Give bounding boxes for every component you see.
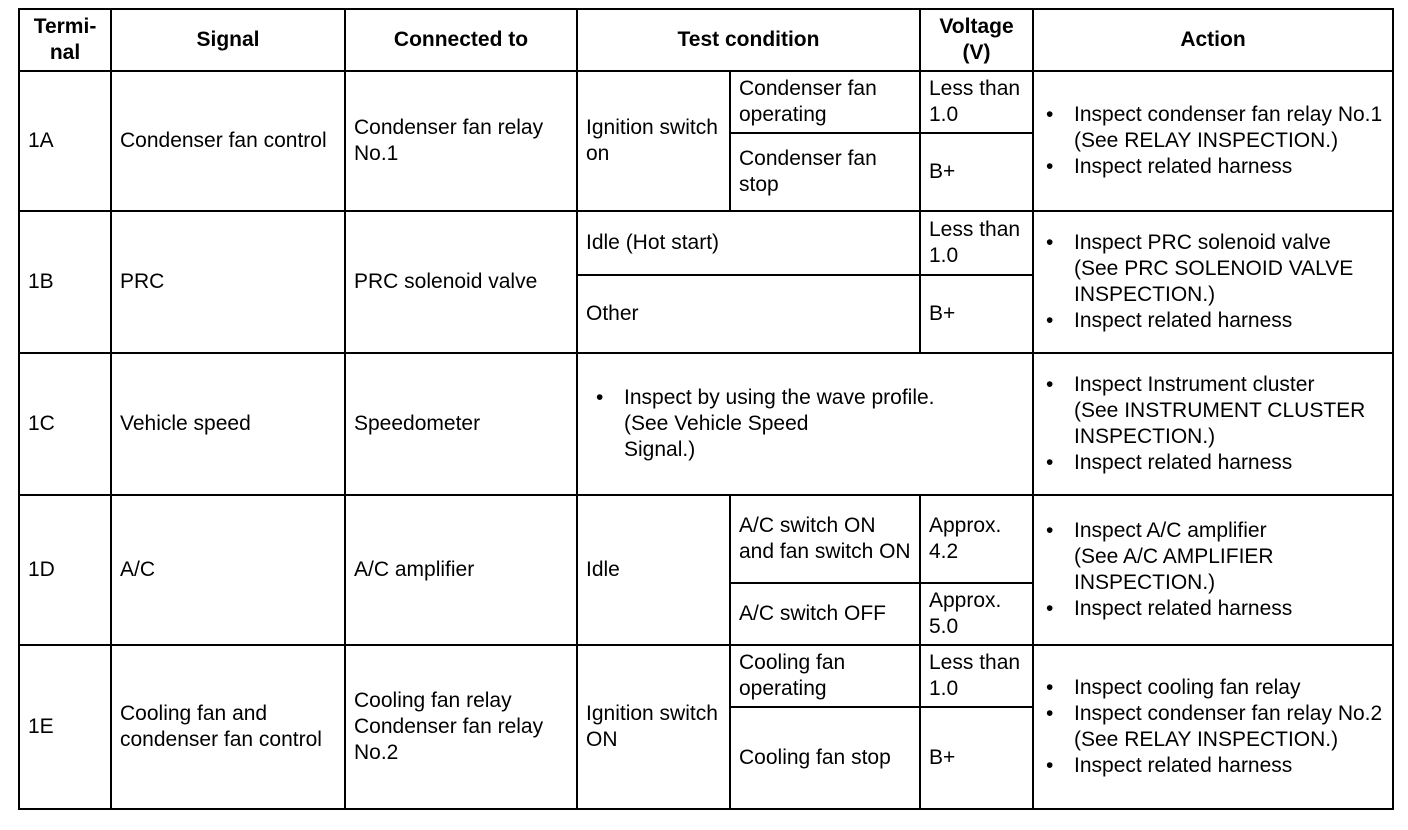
action-item: • Inspect condenser fan relay No.2 (See RELAY INSPECTION.) [1042, 701, 1384, 753]
action-item: • Inspect PRC solenoid valve (See PRC SOLENOID VALVE INSPECTION.) [1042, 230, 1384, 308]
voltage-cell: Less than 1.0 [920, 71, 1033, 133]
action-item: • Inspect cooling fan relay [1042, 675, 1384, 701]
connected-cell: A/C amplifier [345, 495, 577, 645]
action-item: • Inspect A/C amplifier (See A/C AMPLIFIER INSPECTION.) [1042, 518, 1384, 596]
table-row [19, 645, 1393, 707]
condition-cell [577, 353, 1033, 495]
signal-cell: Vehicle speed [111, 353, 345, 495]
voltage-cell: B+ [920, 707, 1033, 809]
voltage-cell: Less than 1.0 [920, 645, 1033, 707]
connected-line: Cooling fan relay [354, 688, 512, 712]
condition-cell: Other [577, 275, 920, 353]
voltage-cell: B+ [920, 133, 1033, 211]
header-connected-to: Connected to [345, 9, 577, 71]
action-cell [1033, 211, 1393, 353]
header-signal: Signal [111, 9, 345, 71]
header-voltage: Voltage (V) [920, 9, 1033, 71]
terminal-cell: 1D [19, 495, 111, 645]
action-item: • Inspect related harness [1042, 308, 1384, 334]
action-item: • Inspect related harness [1042, 596, 1384, 622]
action-item: • Inspect related harness [1042, 450, 1384, 476]
header-action: Action [1033, 9, 1393, 71]
voltage-cell: Less than 1.0 [920, 211, 1033, 275]
connected-cell: Speedometer [345, 353, 577, 495]
terminal-cell: 1B [19, 211, 111, 353]
terminal-cell: 1A [19, 71, 111, 211]
action-item: • Inspect Instrument cluster (See INSTRUMENT CLUSTER INSPECTION.) [1042, 372, 1384, 450]
terminal-cell: 1E [19, 645, 111, 809]
condition-main-cell: Ignition switch ON [577, 645, 730, 809]
condition-cell: Idle (Hot start) [577, 211, 920, 275]
condition-sub-cell: A/C switch ON and fan switch ON [730, 495, 920, 583]
condition-sub-cell: A/C switch OFF [730, 583, 920, 645]
terminal-voltage-table [18, 8, 1394, 810]
voltage-cell: B+ [920, 275, 1033, 353]
condition-main-cell: Ignition switch on [577, 71, 730, 211]
table-row [19, 495, 1393, 583]
header-row [19, 9, 1393, 71]
action-cell [1033, 645, 1393, 809]
action-item: • Inspect related harness [1042, 154, 1384, 180]
action-cell [1033, 71, 1393, 211]
connected-cell: PRC solenoid valve [345, 211, 577, 353]
table-row [19, 71, 1393, 133]
signal-cell: Condenser fan control [111, 71, 345, 211]
table-row [19, 353, 1393, 495]
action-cell [1033, 353, 1393, 495]
connected-cell: Condenser fan relay No.1 [345, 71, 577, 211]
voltage-cell: Approx. 4.2 [920, 495, 1033, 583]
condition-main-cell: Idle [577, 495, 730, 645]
action-cell [1033, 495, 1393, 645]
condition-sub-cell: Condenser fan stop [730, 133, 920, 211]
condition-sub-cell: Cooling fan stop [730, 707, 920, 809]
action-item: • Inspect condenser fan relay No.1 (See RELAY INSPECTION.) [1042, 102, 1384, 154]
action-item: • Inspect related harness [1042, 753, 1384, 779]
condition-sub-cell: Cooling fan operating [730, 645, 920, 707]
terminal-cell: 1C [19, 353, 111, 495]
condition-sub-cell: Condenser fan operating [730, 71, 920, 133]
table-row [19, 211, 1393, 275]
connected-line: Condenser fan relay No.2 [354, 714, 544, 765]
connected-cell [345, 645, 577, 809]
header-test-condition: Test condition [577, 9, 920, 71]
header-terminal: Termi-nal [19, 9, 111, 71]
signal-cell: PRC [111, 211, 345, 353]
condition-item: • Inspect by using the wave profile. (See Vehicle Speed Signal.) [592, 385, 1024, 463]
signal-cell: Cooling fan and condenser fan control [111, 645, 345, 809]
voltage-cell: Approx. 5.0 [920, 583, 1033, 645]
signal-cell: A/C [111, 495, 345, 645]
